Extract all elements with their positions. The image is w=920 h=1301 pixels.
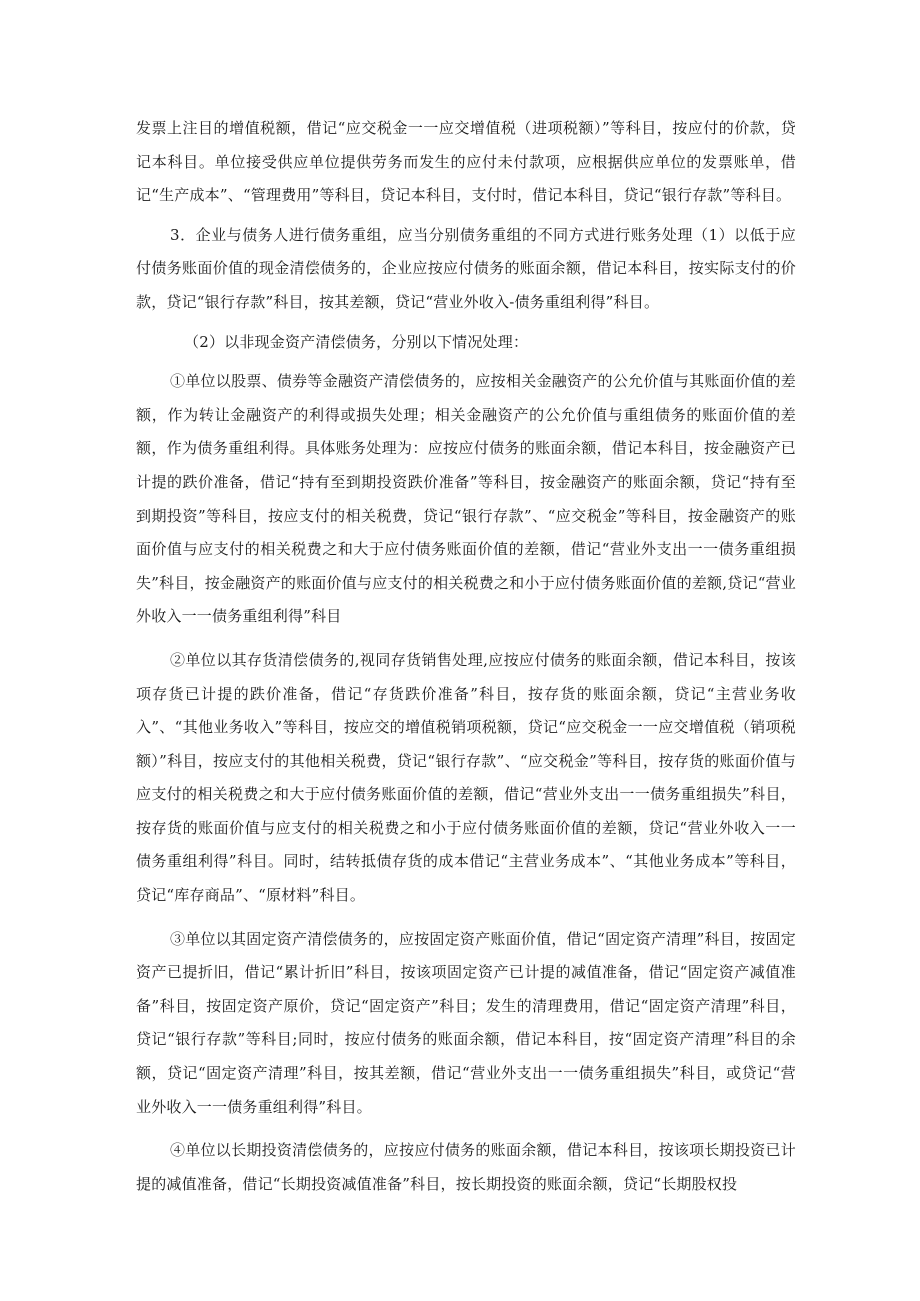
paragraph-circle-3: ③单位以其固定资产清偿债务的，应按固定资产账面价值，借记“固定资产清理”科目，按固定资产已提折旧，借记“累计折旧”科目，按该项固定资产已计提的减值准备，借记“固定资产减值准备”科目，按固定资产原价，贷记“固定资产”科目；发生的清理费用，借记“固定资产清理”科目，贷记“银行存款”等科目;同时，按应付债务的账面余额，借记本科目，按“固定资产清理”科目的余额，贷记“固定资产清理”科目，按其差额，借记“营业外支出一一债务重组损失”科目，或贷记“营业外收入一一债务重组利得”科目。 xyxy=(136,929,796,1116)
document-body xyxy=(136,112,796,1201)
paragraph-circle-1: ①单位以股票、债券等金融资产清偿债务的，应按相关金融资产的公允价值与其账面价值的差额，作为转让金融资产的利得或损失处理；相关金融资产的公允价值与重组债务的账面价值的差额，作为债务重组利得。具体账务处理为：应按应付债务的账面余额，借记本科目，按金融资产已计提的跌价准备，借记“持有至到期投资跌价准备”等科目，按金融资产的账面余额，贷记“持有至到期投资”等科目，按应支付的相关税费，贷记“银行存款”、“应交税金”等科目，按金融资产的账面价值与应支付的相关税费之和大于应付债务账面价值的差额，借记“营业外支出一一债务重组损失”科目，按金融资产的账面价值与应支付的相关税费之和小于应付债务账面价值的差额,贷记“营业外收入一一债务重组利得”科目 xyxy=(136,372,797,626)
paragraph-sub-2: （2）以非现金资产清偿债务，分别以下情况处理： xyxy=(184,332,529,351)
paragraph-continuation: 发票上注目的增值税额，借记“应交税金一一应交增值税（进项税额）”等科目，按应付的价款，贷记本科目。单位接受供应单位提供劳务而发生的应付未付款项，应根据供应单位的发票账单，借记“生产成本”、“管理费用”等科目，贷记本科目，支付时，借记本科目，贷记“银行存款”等科目。 xyxy=(136,119,796,205)
paragraph-item-3: 3．企业与债务人进行债务重组，应当分别债务重组的不同方式进行账务处理（1）以低于应付债务账面价值的现金清偿债务的，企业应按应付债务的账面余额，借记本科目，按实际支付的价款，贷记“银行存款”科目，按其差额，贷记“营业外收入-债务重组利得”科目。 xyxy=(136,225,796,311)
paragraph-circle-4: ④单位以长期投资清偿债务的，应按应付债务的账面余额，借记本科目，按该项长期投资已计提的减值准备，借记“长期投资减值准备”科目，按长期投资的账面余额，贷记“长期股权投 xyxy=(136,1141,796,1193)
paragraph-circle-2: ②单位以其存货清偿债务的,视同存货销售处理,应按应付债务的账面余额，借记本科目，按该项存货已计提的跌价准备，借记“存货跌价准备”科目，按存货的账面余额，贷记“主营业务收入”、“其他业务收入”等科目，按应交的增值税销项税额，贷记“应交税金一一应交增值税（销项税额）”科目，按应支付的其他相关税费，贷记“银行存款”、“应交税金”等科目，按存货的账面价值与应支付的相关税费之和大于应付债务账面价值的差额，借记“营业外支出一一债务重组损失”科目，按存货的账面价值与应支付的相关税费之和小于应付债务账面价值的差额，贷记“营业外收入一一债务重组利得”科目。同时，结转抵债存货的成本借记“主营业务成本”、“其他业务成本”等科目，贷记“库存商品”、“原材料”科目。 xyxy=(136,650,796,905)
